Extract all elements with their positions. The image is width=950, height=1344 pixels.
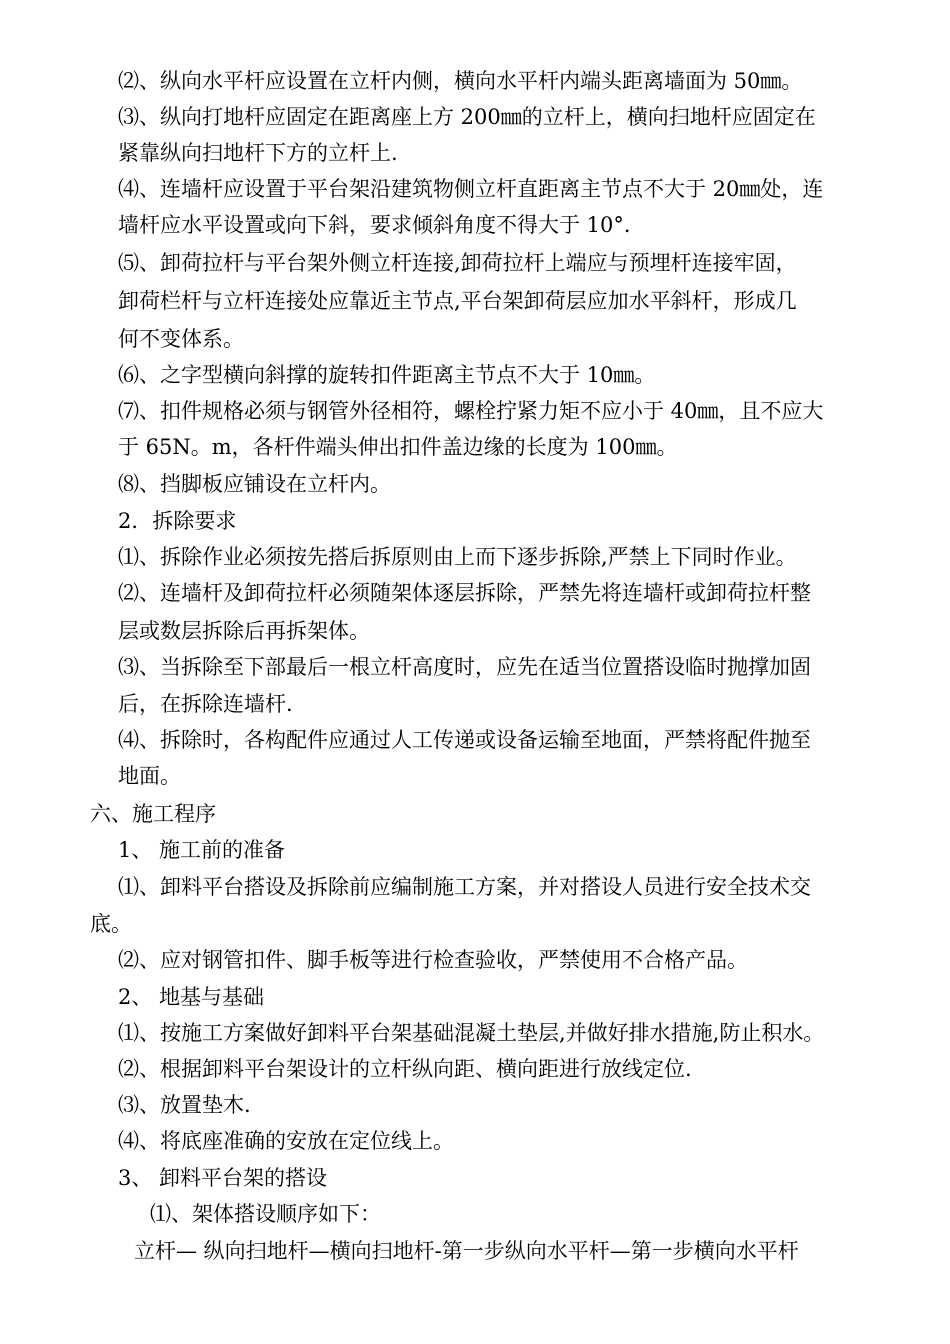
text-line: 于 65N。m，各杆件端头伸出扣件盖边缘的长度为 100㎜。 (118, 435, 678, 459)
text-line: 底。 (90, 912, 132, 936)
text-line: 立杆— 纵向扫地杆—横向扫地杆-第一步纵向水平杆—第一步横向水平杆 (134, 1239, 799, 1263)
text-line: ⑻、挡脚板应铺设在立杆内。 (118, 472, 391, 496)
text-line: ⑶、放置垫木. (118, 1093, 251, 1117)
text-line: ⑴、拆除作业必须按先搭后拆原则由上而下逐步拆除,严禁上下同时作业。 (118, 545, 797, 569)
text-line: 墙杆应水平设置或向下斜，要求倾斜角度不得大于 10°． (118, 213, 645, 237)
text-line: ⑷、将底座准确的安放在定位线上。 (118, 1129, 454, 1153)
text-line: ⑹、之字型横向斜撑的旋转扣件距离主节点不大于 10㎜。 (118, 363, 656, 387)
text-line: ⑸、卸荷拉杆与平台架外侧立杆连接,卸荷拉杆上端应与预埋杆连接牢固， (118, 251, 797, 275)
text-line: ⑴、架体搭设顺序如下： (150, 1202, 381, 1226)
text-line: ⑶、当拆除至下部最后一根立杆高度时，应先在适当位置搭设临时抛撑加固 (118, 655, 811, 679)
text-line: 层或数层拆除后再拆架体。 (118, 619, 370, 643)
text-line: ⑺、扣件规格必须与钢管外径相符，螺栓拧紧力矩不应小于 40㎜，且不应大 (118, 399, 824, 423)
text-line: ⑵、应对钢管扣件、脚手板等进行检查验收，严禁使用不合格产品。 (118, 948, 748, 972)
text-line: ⑷、连墙杆应设置于平台架沿建筑物侧立杆直距离主节点不大于 20㎜处，连 (118, 177, 824, 201)
text-line: ⑶、纵向打地杆应固定在距离座上方 200㎜的立杆上，横向扫地杆应固定在 (118, 105, 816, 129)
section-heading: 2、 地基与基础 (118, 985, 265, 1009)
text-line: ⑴、按施工方案做好卸料平台架基础混凝土垫层,并做好排水措施,防止积水。 (118, 1021, 825, 1045)
text-line: 紧靠纵向扫地杆下方的立杆上. (118, 141, 398, 165)
text-line: 卸荷栏杆与立杆连接处应靠近主节点,平台架卸荷层应加水平斜杆，形成几 (118, 289, 797, 313)
text-line: ⑵、连墙杆及卸荷拉杆必须随架体逐层拆除，严禁先将连墙杆或卸荷拉杆整 (118, 581, 811, 605)
section-heading: 2．拆除要求 (118, 509, 237, 533)
chapter-heading: 六、施工程序 (90, 802, 216, 826)
text-line: ⑴、卸料平台搭设及拆除前应编制施工方案，并对搭设人员进行安全技术交 (118, 875, 811, 899)
text-line: ⑵、根据卸料平台架设计的立杆纵向距、横向距进行放线定位. (118, 1057, 692, 1081)
section-heading: 1、 施工前的准备 (118, 838, 286, 862)
text-line: 后，在拆除连墙杆. (118, 692, 293, 716)
text-line: 何不变体系。 (118, 327, 244, 351)
text-line: ⑵、纵向水平杆应设置在立杆内侧，横向水平杆内端头距离墙面为 50㎜。 (118, 69, 803, 93)
text-line: ⑷、拆除时，各构配件应通过人工传递或设备运输至地面，严禁将配件抛至 (118, 728, 811, 752)
section-heading: 3、 卸料平台架的搭设 (118, 1166, 328, 1190)
text-line: 地面。 (118, 764, 181, 788)
